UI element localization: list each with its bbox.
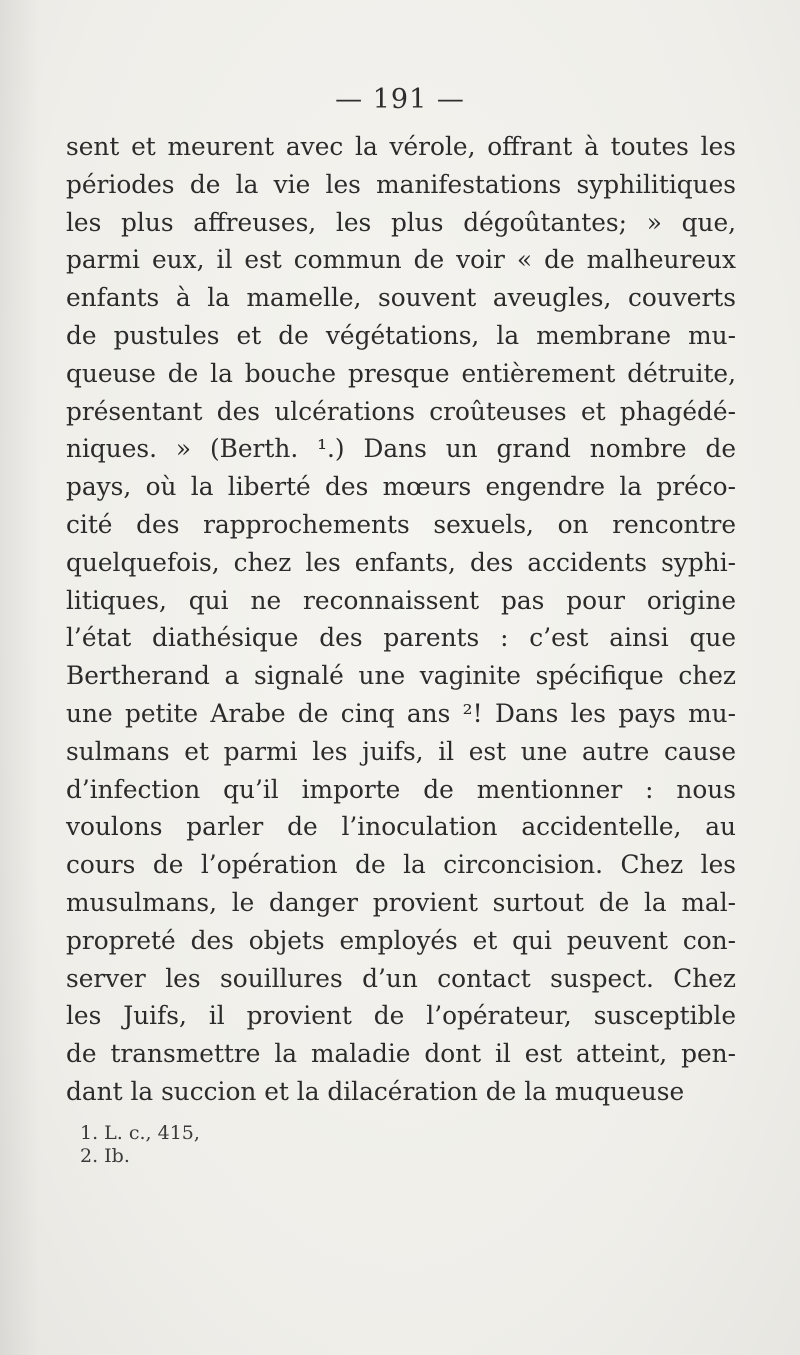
- text-line: litiques, qui ne reconnaissent pas pour origine: [66, 585, 736, 615]
- text-line: propreté des objets employés et qui peuvent con-: [66, 925, 736, 955]
- text-line: pays, où la liberté des mœurs engendre la préco-: [66, 472, 736, 502]
- text-line: sulmans et parmi les juifs, il est une autre cause: [66, 736, 736, 766]
- page-number-header: — 191 —: [335, 84, 465, 115]
- text-line: les Juifs, il provient de l’opérateur, susceptible: [66, 1001, 736, 1031]
- text-line: d’infection qu’il importe de mentionner : nous: [66, 774, 736, 804]
- text-line: de transmettre la maladie dont il est atteint, pen-: [66, 1039, 736, 1069]
- text-line: cité des rapprochements sexuels, on rencontre: [66, 509, 736, 539]
- text-line: une petite Arabe de cinq ans ²! Dans les pays mu-: [66, 698, 736, 728]
- footnote-1: 1. L. c., 415,: [80, 1122, 200, 1144]
- text-line: dant la succion et la dilacération de la muqueuse: [66, 1076, 685, 1106]
- text-line: parmi eux, il est commun de voir « de malheureux: [66, 245, 736, 275]
- text-line: l’état diathésique des parents : c’est ainsi que: [66, 623, 736, 653]
- text-line: les plus affreuses, les plus dégoûtantes; » que,: [66, 207, 736, 237]
- text-line: de pustules et de végétations, la membrane mu-: [66, 320, 736, 350]
- text-line: server les souillures d’un contact suspect. Chez: [66, 963, 736, 993]
- footnotes: [80, 1122, 200, 1168]
- text-line: Bertherand a signalé une vaginite spécifique chez: [66, 661, 736, 691]
- footnote-2: 2. Ib.: [80, 1145, 130, 1167]
- text-line: queuse de la bouche presque entièrement détruite,: [66, 358, 736, 388]
- text-line: voulons parler de l’inoculation accidentelle, au: [66, 812, 736, 842]
- text-line: périodes de la vie les manifestations syphilitiques: [66, 169, 736, 199]
- body-text: [66, 128, 736, 1111]
- page-edge-shadow: [0, 0, 40, 1355]
- text-line: enfants à la mamelle, souvent aveugles, couverts: [66, 283, 736, 313]
- text-line: quelquefois, chez les enfants, des accidents syphi-: [66, 547, 736, 577]
- text-line: sent et meurent avec la vérole, offrant à toutes les: [66, 132, 736, 161]
- text-line: présentant des ulcérations croûteuses et phagédé-: [66, 396, 736, 426]
- text-line: niques. » (Berth. ¹.) Dans un grand nombre de: [66, 434, 736, 464]
- text-line: cours de l’opération de la circoncision. Chez les: [66, 850, 736, 880]
- text-line: musulmans, le danger provient surtout de la mal-: [66, 887, 736, 917]
